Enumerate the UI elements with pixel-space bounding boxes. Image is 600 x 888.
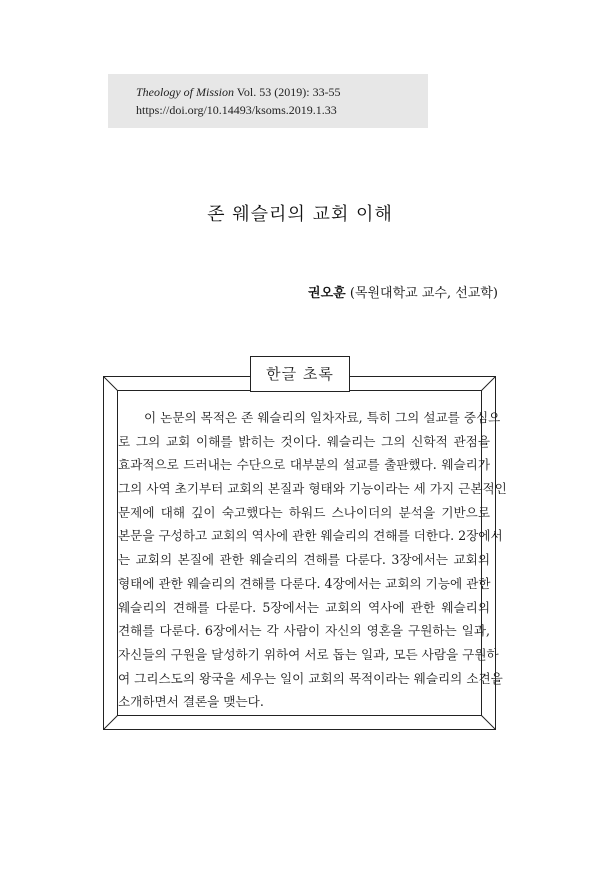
abstract-line: 문제에 대해 깊이 숙고했다는 하워드 스나이더의 분석을 기반으로 <box>118 504 490 520</box>
author-name: 권오훈 <box>308 286 346 301</box>
abstract-line: 자신들의 구원을 달성하기 위하여 서로 돕는 일과, 모든 사람을 구원하 <box>118 646 499 662</box>
doi-link[interactable]: https://doi.org/10.14493/ksoms.2019.1.33 <box>136 103 337 117</box>
author-line <box>308 282 498 301</box>
author-affiliation: (목원대학교 교수, 선교학) <box>345 286 498 301</box>
abstract-line: 그의 사역 초기부터 교회의 본질과 형태와 기능이라는 세 가지 근본적인 <box>118 481 507 497</box>
abstract-line: 는 교회의 본질에 관한 웨슬리의 견해를 다룬다. 3장에서는 교회의 <box>118 552 490 568</box>
journal-citation <box>136 83 428 101</box>
abstract-line: 로 그의 교회 이해를 밝히는 것이다. 웨슬리는 그의 신학적 관점을 <box>118 433 490 449</box>
abstract-line: 소개하면서 결론을 맺는다. <box>118 694 264 710</box>
abstract-body <box>118 406 507 714</box>
abstract-line: 여 그리스도의 왕국을 세우는 일이 교회의 목적이라는 웨슬리의 소견을 <box>118 670 503 686</box>
abstract-line: 효과적으로 드러내는 수단으로 대부분의 설교를 출판했다. 웨슬리가 <box>118 457 490 473</box>
journal-header <box>108 74 428 128</box>
abstract-line: 본문을 구성하고 교회의 역사에 관한 웨슬리의 견해를 더한다. 2장에서 <box>118 528 503 544</box>
abstract-label: 한글 초록 <box>250 356 350 392</box>
journal-name: Theology of Mission <box>136 85 234 99</box>
abstract-line: 형태에 관한 웨슬리의 견해를 다룬다. 4장에서는 교회의 기능에 관한 <box>118 575 491 591</box>
abstract-line: 견해를 다룬다. 6장에서는 각 사람이 자신의 영혼을 구원하는 일과, <box>118 623 490 639</box>
article-title: 존 웨슬리의 교회 이해 <box>207 204 393 225</box>
abstract-line: 이 논문의 목적은 존 웨슬리의 일차자료, 특히 그의 설교를 중심으 <box>144 410 501 425</box>
abstract-line: 웨슬리의 견해를 다룬다. 5장에서는 교회의 역사에 관한 웨슬리의 <box>118 599 490 615</box>
journal-volume: Vol. 53 (2019): 33-55 <box>234 85 341 99</box>
